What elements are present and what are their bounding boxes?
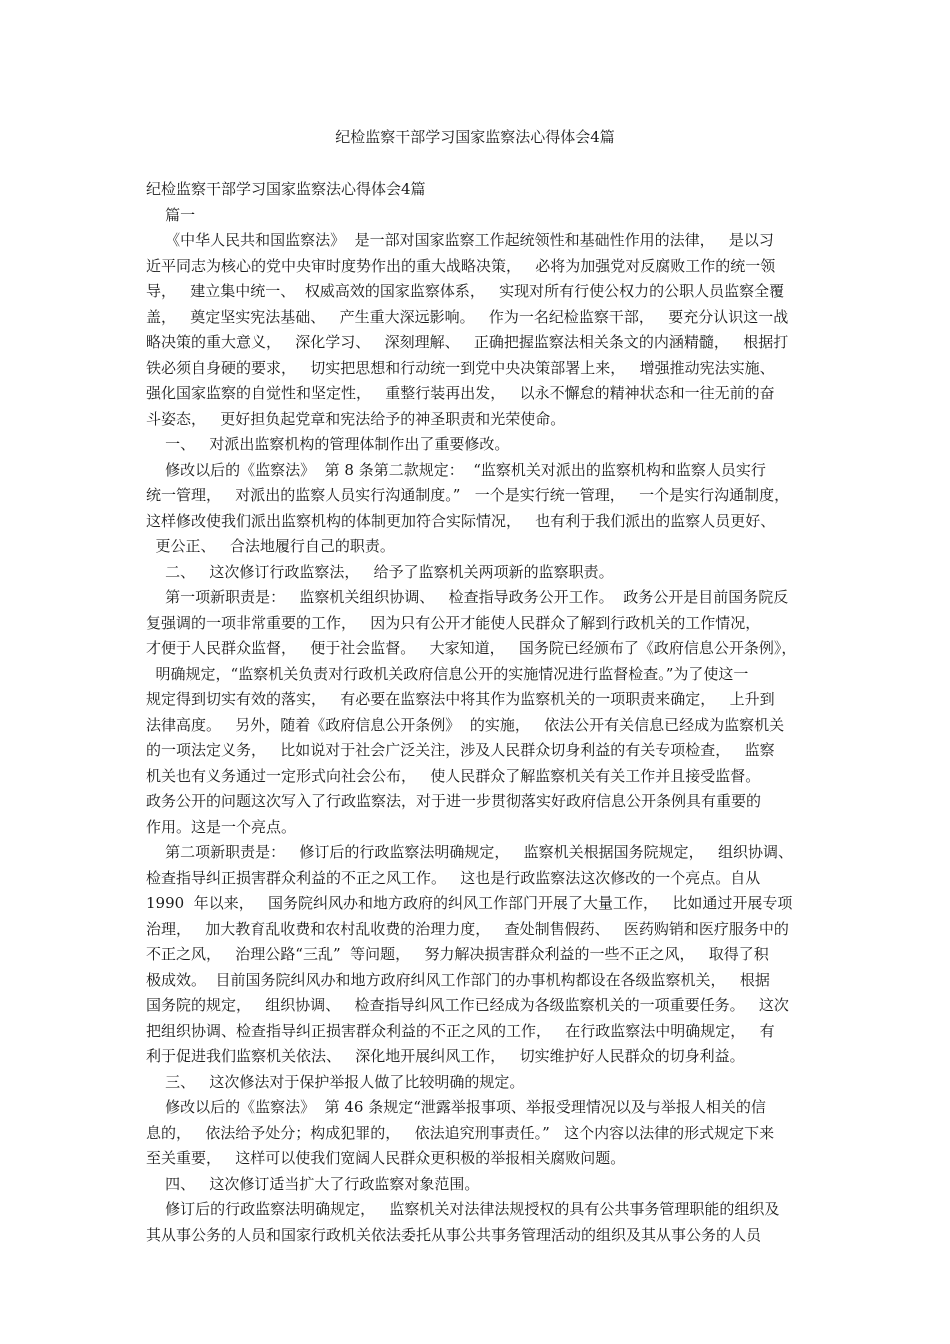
- body-text-line: 国务院的规定， 组织协调、 检查指导纠风工作已经成为各级监察机关的一项重要任务。 这次: [146, 996, 789, 1014]
- body-text-line: 法律高度。 另外，随着《政府信息公开条例》 的实施， 依法公开有关信息已经成为监察机关: [146, 715, 785, 734]
- body-text-line: 一、 对派出监察机构的管理体制作出了重要修改。: [146, 435, 510, 453]
- body-text-line: 四、 这次修订适当扩大了行政监察对象范围。: [146, 1174, 480, 1193]
- body-text-line: 才便于人民群众监督， 便于社会监督。 大家知道， 国务院已经颁布了《政府信息公开条例》，: [146, 639, 797, 657]
- body-text-line: 1990 年以来， 国务院纠风办和地方政府的纠风工作部门开展了大量工作， 比如通过开展专项: [146, 894, 793, 912]
- body-text-line: 这样修改使我们派出监察机构的体制更加符合实际情况， 也有利于我们派出的监察人员更好、: [146, 511, 776, 530]
- body-text-line: 治理， 加大教育乱收费和农村乱收费的治理力度， 查处制售假药、 医药购销和医疗服务中的: [146, 919, 789, 938]
- body-text-line: 篇一: [146, 205, 196, 224]
- body-text-line: 铁必须自身硬的要求， 切实把思想和行动统一到党中央决策部署上来， 增强推动宪法实施、: [146, 358, 775, 377]
- body-text-line: 三、 这次修法对于保护举报人做了比较明确的规定。: [146, 1072, 525, 1091]
- body-text-line: 近平同志为核心的党中央审时度势作出的重大战略决策， 必将为加强党对反腐败工作的统一领: [146, 256, 776, 275]
- body-text-line: 更公正、 合法地履行自己的职责。: [146, 537, 395, 555]
- body-text-line: 盖， 奠定坚实宪法基础、 产生重大深远影响。 作为一名纪检监察干部， 要充分认识这一战: [146, 307, 789, 326]
- body-text-line: 其从事公务的人员和国家行政机关依法委托从事公共事务管理活动的组织及其从事公务的人员: [146, 1225, 762, 1244]
- body-text-line: 的一项法定义务， 比如说对于社会广泛关注，涉及人民群众切身利益的有关专项检查， 监察: [146, 741, 775, 759]
- body-text-line: 统一管理， 对派出的监察人员实行沟通制度。” 一个是实行统一管理， 一个是实行沟通制度，: [146, 486, 790, 504]
- document-title: 纪检监察干部学习国家监察法心得体会4篇: [335, 128, 615, 146]
- body-text-line: 机关也有义务通过一定形式向社会公布， 使人民群众了解监察机关有关工作并且接受监督。: [146, 766, 761, 785]
- body-text-line: 修订后的行政监察法明确规定， 监察机关对法律法规授权的具有公共事务管理职能的组织及: [146, 1200, 780, 1218]
- document-body: [146, 177, 826, 1248]
- body-text-line: 《中华人民共和国监察法》 是一部对国家监察工作起统领性和基础性作用的法律， 是以习: [146, 231, 774, 249]
- document-subtitle: 纪检监察干部学习国家监察法心得体会4篇: [146, 180, 426, 198]
- body-text-line: 极成效。 目前国务院纠风办和地方政府纠风工作部门的办事机构都设在各级监察机关， 根据: [146, 970, 770, 989]
- body-text-line: 第二项新职责是： 修订后的行政监察法明确规定， 监察机关根据国务院规定， 组织协调、: [146, 843, 793, 861]
- body-text-line: 修改以后的《监察法》 第 46 条规定“泄露举报事项、举报受理情况以及与举报人相关的信: [146, 1098, 766, 1116]
- body-text-line: 斗姿态， 更好担负起党章和宪法给予的神圣职责和光荣使命。: [146, 409, 566, 428]
- body-text-line: 不正之风， 治理公路“三乱” 等问题， 努力解决损害群众利益的一些不正之风， 取得了积: [146, 945, 769, 963]
- body-text-line: 利于促进我们监察机关依法、 深化地开展纠风工作， 切实维护好人民群众的切身利益。: [146, 1047, 745, 1065]
- body-text-line: 导， 建立集中统一、 权威高效的国家监察体系， 实现对所有行使公权力的公职人员监察全覆: [146, 282, 785, 300]
- body-text-line: 第一项新职责是： 监察机关组织协调、 检查指导政务公开工作。 政务公开是目前国务院反: [146, 588, 789, 606]
- body-text-line: 检查指导纠正损害群众利益的不正之风工作。 这也是行政监察法这次修改的一个亮点。自从: [146, 868, 761, 887]
- body-text-line: 作用。这是一个亮点。: [146, 817, 297, 836]
- body-text-line: 明确规定，“监察机关负责对行政机关政府信息公开的实施情况进行监督检查。”为了使这一: [146, 664, 749, 683]
- body-text-line: 政务公开的问题这次写入了行政监察法，对于进一步贯彻落实好政府信息公开条例具有重要的: [146, 792, 762, 810]
- body-text-line: 略决策的重大意义， 深化学习、 深刻理解、 正确把握监察法相关条文的内涵精髓， 根据打: [146, 333, 789, 351]
- body-text-line: 复强调的一项非常重要的工作， 因为只有公开才能使人民群众了解到行政机关的工作情况，: [146, 613, 761, 632]
- body-text-line: 至关重要， 这样可以使我们宽阔人民群众更积极的举报相关腐败问题。: [146, 1149, 626, 1167]
- body-text-line: 强化国家监察的自觉性和坚定性， 重整行装再出发， 以永不懈怠的精神状态和一往无前的奋: [146, 384, 775, 402]
- body-text-line: 修改以后的《监察法》 第 8 条第二款规定： “监察机关对派出的监察机构和监察人员实行: [146, 460, 766, 479]
- body-text-line: 息的， 依法给予处分；构成犯罪的， 依法追究刑事责任。” 这个内容以法律的形式规定下来: [146, 1123, 775, 1142]
- body-text-line: 二、 这次修订行政监察法， 给予了监察机关两项新的监察职责。: [146, 562, 614, 581]
- body-text-line: 把组织协调、检查指导纠正损害群众利益的不正之风的工作， 在行政监察法中明确规定， 有: [146, 1021, 775, 1040]
- body-text-line: 规定得到切实有效的落实， 有必要在监察法中将其作为监察机关的一项职责来确定， 上升到: [146, 690, 775, 708]
